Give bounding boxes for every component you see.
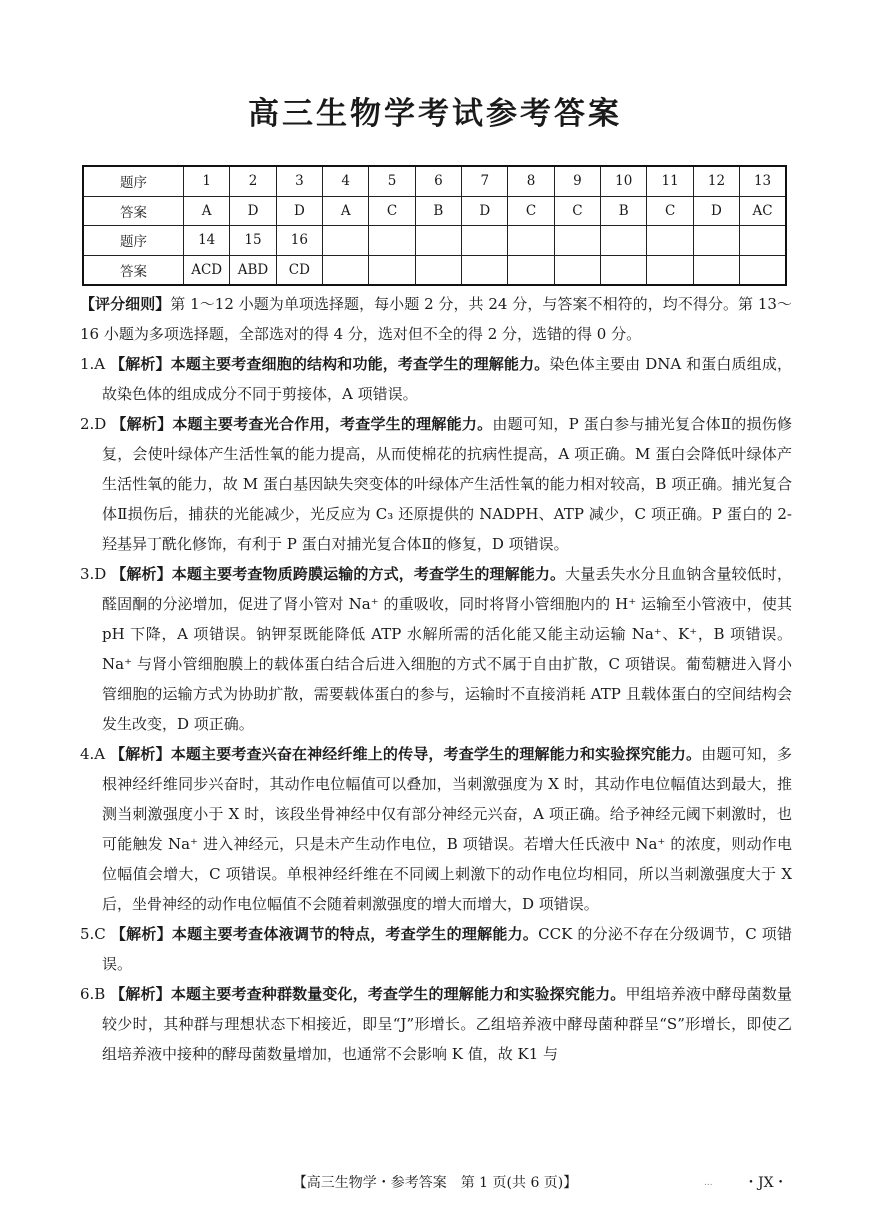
table-cell [647, 255, 693, 285]
table-cell [601, 226, 647, 256]
answer-lead: 【解析】本题主要考查种群数量变化，考查学生的理解能力和实验探究能力。 [110, 985, 626, 1003]
table-row-label: 答案 [83, 196, 184, 226]
table-cell: B [601, 196, 647, 226]
answer-table [82, 165, 787, 286]
table-cell [323, 255, 369, 285]
table-cell: C [508, 196, 554, 226]
table-cell [740, 226, 786, 256]
table-cell: 16 [276, 226, 322, 256]
table-cell: D [462, 196, 508, 226]
table-cell [647, 226, 693, 256]
table-cell: C [369, 196, 415, 226]
table-cell: B [415, 196, 461, 226]
table-cell: D [276, 196, 322, 226]
table-cell: 4 [323, 166, 369, 196]
table-cell: ACD [184, 255, 230, 285]
table-cell: C [647, 196, 693, 226]
table-cell: CD [276, 255, 322, 285]
table-cell [693, 226, 739, 256]
answer-item [80, 349, 792, 409]
answer-item [80, 919, 792, 979]
table-cell [462, 255, 508, 285]
scoring-label: 【评分细则】 [80, 295, 171, 313]
table-row-label: 答案 [83, 255, 184, 285]
footer-code: ・JX・ [744, 1175, 788, 1191]
table-cell: 6 [415, 166, 461, 196]
table-cell [415, 226, 461, 256]
scoring-text: 第 1～12 小题为单项选择题，每小题 2 分，共 24 分，与答案不相符的，均不得分。第 13～16 小题为多项选择题，全部选对的得 4 分，选对但不全的得 2 分，选错的得 0 分。 [80, 295, 792, 343]
answer-number: 5.C [80, 925, 106, 943]
table-cell: 13 [740, 166, 786, 196]
table-cell [740, 255, 786, 285]
table-cell [554, 226, 600, 256]
answer-lead: 【解析】本题主要考查细胞的结构和功能，考查学生的理解能力。 [110, 355, 550, 373]
table-cell [462, 226, 508, 256]
answer-item [80, 559, 792, 739]
answer-body [80, 289, 792, 1069]
answer-text: 由题可知，P 蛋白参与捕光复合体Ⅱ的损伤修复，会使叶绿体产生活性氧的能力提高，从而使棉花的抗病性提高，A 项正确。M 蛋白会降低叶绿体产生活性氧的能力，故 M 蛋白基因缺失突变体的叶绿体产生活性氧的能力相对较高，B 项正确。捕光复合体Ⅱ损伤后，捕获的光能减少，光反应为 C₃ 还原提供的 NADPH、ATP 减少，C 项正确。P 蛋白的 2-羟基异丁酰化修饰，有利于 P 蛋白对捕光复合体Ⅱ的修复，D 项错误。 [102, 415, 792, 553]
table-cell [693, 255, 739, 285]
table-cell [323, 226, 369, 256]
table-cell: 2 [230, 166, 276, 196]
page-footer: 【高三生物学・参考答案 第 1 页(共 6 页)】 [292, 1175, 578, 1191]
footer-dots: ... [704, 1178, 713, 1188]
table-cell: AC [740, 196, 786, 226]
table-cell [554, 255, 600, 285]
scoring-rules [80, 289, 792, 349]
table-cell: 9 [554, 166, 600, 196]
answer-item [80, 979, 792, 1069]
table-cell: 10 [601, 166, 647, 196]
table-cell [369, 255, 415, 285]
answer-number: 2.D [80, 415, 107, 433]
answer-lead: 【解析】本题主要考查物质跨膜运输的方式，考查学生的理解能力。 [111, 565, 566, 583]
table-cell [415, 255, 461, 285]
table-cell: D [230, 196, 276, 226]
table-cell [369, 226, 415, 256]
answer-number: 1.A [80, 355, 106, 373]
table-cell: 15 [230, 226, 276, 256]
table-row-label: 题序 [83, 166, 184, 196]
table-cell: C [554, 196, 600, 226]
table-cell: 11 [647, 166, 693, 196]
table-cell: A [184, 196, 230, 226]
answer-text: 染色体主要由 DNA 和蛋白质组成，故染色体的组成成分不同于剪接体，A 项错误。 [102, 355, 792, 403]
answer-text: CCK 的分泌不存在分级调节，C 项错误。 [102, 925, 792, 973]
answer-text: 甲组培养液中酵母菌数量较少时，其种群与理想状态下相接近，即呈“J”形增长。乙组培养液中酵母菌种群呈“S”形增长，即使乙组培养液中接种的酵母菌数量增加，也通常不会影响 K 值，故 K1 与 [102, 985, 792, 1063]
table-cell: 3 [276, 166, 322, 196]
answer-number: 3.D [80, 565, 107, 583]
table-cell: A [323, 196, 369, 226]
table-row-label: 题序 [83, 226, 184, 256]
table-row [83, 166, 786, 196]
answer-lead: 【解析】本题主要考查光合作用，考查学生的理解能力。 [111, 415, 493, 433]
table-cell: 12 [693, 166, 739, 196]
table-cell [508, 255, 554, 285]
table-cell [508, 226, 554, 256]
answer-explanations [80, 349, 792, 1069]
table-row [83, 226, 786, 256]
table-cell: D [693, 196, 739, 226]
table-row [83, 255, 786, 285]
answer-number: 4.A [80, 745, 106, 763]
answer-item [80, 409, 792, 559]
table-cell: ABD [230, 255, 276, 285]
answer-text: 大量丢失水分且血钠含量较低时，醛固酮的分泌增加，促进了肾小管对 Na⁺ 的重吸收，同时将肾小管细胞内的 H⁺ 运输至小管液中，使其 pH 下降，A 项错误。钠钾泵既能降低 ATP 水解所需的活化能又能主动运输 Na⁺、K⁺，B 项错误。Na⁺ 与肾小管细胞膜上的载体蛋白结合后进入细胞的方式不属于自由扩散，C 项错误。葡萄糖进入肾小管细胞的运输方式为协助扩散，需要载体蛋白的参与，运输时不直接消耗 ATP 且载体蛋白的空间结构会发生改变，D 项正确。 [102, 565, 792, 733]
answer-lead: 【解析】本题主要考查兴奋在神经纤维上的传导，考查学生的理解能力和实验探究能力。 [110, 745, 702, 763]
table-cell: 7 [462, 166, 508, 196]
table-cell: 14 [184, 226, 230, 256]
table-row [83, 196, 786, 226]
answer-item [80, 739, 792, 919]
answer-number: 6.B [80, 985, 106, 1003]
table-cell: 8 [508, 166, 554, 196]
page-title: 高三生物学考试参考答案 [248, 96, 622, 132]
table-cell: 1 [184, 166, 230, 196]
answer-text: 由题可知，多根神经纤维同步兴奋时，其动作电位幅值可以叠加，当刺激强度为 X 时，其动作电位幅值达到最大，推测当刺激强度小于 X 时，该段坐骨神经中仅有部分神经元兴奋，A 项正确。给予神经元阈下刺激时，也可能触发 Na⁺ 进入神经元，只是未产生动作电位，B 项错误。若增大任氏液中 Na⁺ 的浓度，则动作电位幅值会增大，C 项错误。单根神经纤维在不同阈上刺激下的动作电位均相同，所以当刺激强度大于 X 后，坐骨神经的动作电位幅值不会随着刺激强度的增大而增大，D 项错误。 [102, 745, 792, 913]
answer-lead: 【解析】本题主要考查体液调节的特点，考查学生的理解能力。 [110, 925, 539, 943]
table-cell: 5 [369, 166, 415, 196]
table-cell [601, 255, 647, 285]
